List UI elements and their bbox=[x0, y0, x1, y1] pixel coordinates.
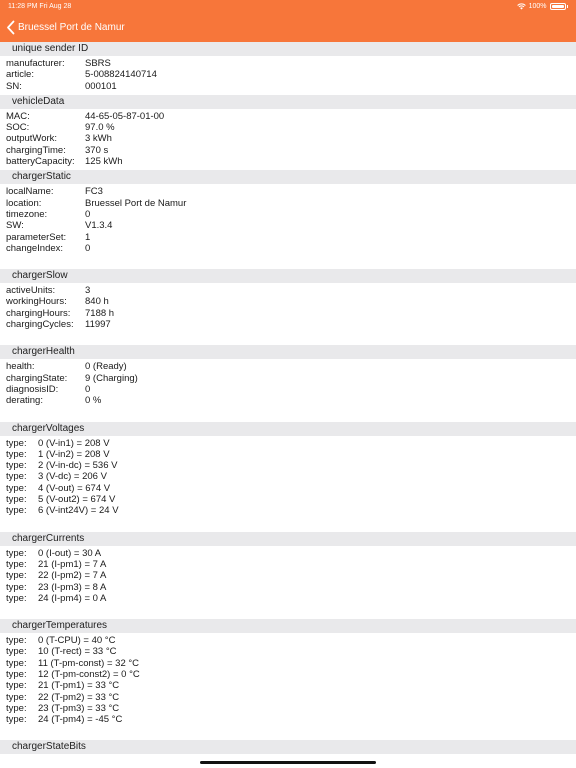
field-label: type: bbox=[6, 702, 27, 714]
section-header: chargerHealth bbox=[0, 345, 576, 359]
field-label: article: bbox=[6, 69, 34, 81]
field-value: 97.0 % bbox=[85, 122, 115, 134]
field-label: SW: bbox=[6, 220, 24, 232]
battery-icon bbox=[550, 3, 566, 10]
field-value: 10 (T-rect) = 33 °C bbox=[38, 646, 117, 658]
field-value: 9 (Charging) bbox=[85, 372, 138, 384]
field-label: health: bbox=[6, 361, 35, 373]
list-item bbox=[6, 122, 576, 133]
field-value: 44-65-05-87-01-00 bbox=[85, 110, 165, 122]
field-value: 125 kWh bbox=[85, 156, 123, 168]
section-body bbox=[0, 359, 576, 409]
list-item bbox=[6, 285, 576, 296]
field-value: 0 (T-CPU) = 40 °C bbox=[38, 635, 116, 647]
field-label: parameterSet: bbox=[6, 231, 67, 243]
field-label: batteryCapacity: bbox=[6, 156, 75, 168]
field-label: chargingState: bbox=[6, 372, 68, 384]
field-label: timezone: bbox=[6, 208, 48, 220]
details-list[interactable] bbox=[0, 42, 576, 754]
field-value: Bruessel Port de Namur bbox=[85, 197, 187, 209]
field-value: 1 bbox=[85, 231, 91, 243]
field-label: type: bbox=[6, 581, 27, 593]
section-spacer bbox=[0, 728, 576, 740]
field-value: 22 (T-pm2) = 33 °C bbox=[38, 691, 120, 703]
field-value: 840 h bbox=[85, 296, 109, 308]
field-value: 24 (I-pm4) = 0 A bbox=[38, 592, 107, 604]
list-item bbox=[6, 460, 576, 471]
list-item bbox=[6, 361, 576, 372]
field-value: 11 (T-pm-const) = 32 °C bbox=[38, 657, 140, 669]
battery-percent: 100% bbox=[528, 3, 547, 10]
status-indicators bbox=[517, 3, 568, 10]
section-body bbox=[0, 109, 576, 170]
list-item bbox=[6, 593, 576, 604]
field-label: type: bbox=[6, 505, 27, 517]
field-value: 5 (V-out2) = 674 V bbox=[38, 494, 116, 506]
field-value: 0 (I-out) = 30 A bbox=[38, 547, 102, 559]
list-item bbox=[6, 111, 576, 122]
back-label: Bruessel Port de Namur bbox=[18, 22, 125, 33]
field-value: 4 (V-out) = 674 V bbox=[38, 482, 111, 494]
section-spacer bbox=[0, 333, 576, 345]
section-header: chargerVoltages bbox=[0, 422, 576, 436]
list-item bbox=[6, 81, 576, 92]
field-label: type: bbox=[6, 460, 27, 472]
field-value: FC3 bbox=[85, 186, 103, 198]
field-label: type: bbox=[6, 668, 27, 680]
home-indicator bbox=[200, 761, 376, 764]
back-button[interactable] bbox=[6, 20, 125, 35]
section-header: chargerTemperatures bbox=[0, 619, 576, 633]
list-item bbox=[6, 243, 576, 254]
list-item bbox=[6, 582, 576, 593]
field-label: localName: bbox=[6, 186, 54, 198]
list-item bbox=[6, 133, 576, 144]
section-header: chargerStateBits bbox=[0, 740, 576, 754]
list-item bbox=[6, 703, 576, 714]
list-item bbox=[6, 483, 576, 494]
field-value: 2 (V-in-dc) = 536 V bbox=[38, 460, 118, 472]
field-value: 23 (T-pm3) = 33 °C bbox=[38, 702, 120, 714]
list-item bbox=[6, 692, 576, 703]
list-item bbox=[6, 384, 576, 395]
list-item bbox=[6, 186, 576, 197]
field-label: type: bbox=[6, 558, 27, 570]
list-item bbox=[6, 58, 576, 69]
list-item bbox=[6, 714, 576, 725]
list-item bbox=[6, 438, 576, 449]
field-value: 0 bbox=[85, 383, 91, 395]
field-label: type: bbox=[6, 448, 27, 460]
field-value: 0 bbox=[85, 208, 91, 220]
field-label: diagnosisID: bbox=[6, 383, 59, 395]
field-label: chargingHours: bbox=[6, 307, 71, 319]
field-label: workingHours: bbox=[6, 296, 67, 308]
status-bar bbox=[0, 0, 576, 14]
field-value: 22 (I-pm2) = 7 A bbox=[38, 570, 107, 582]
field-label: type: bbox=[6, 691, 27, 703]
field-value: 0 (V-in1) = 208 V bbox=[38, 437, 110, 449]
section-spacer bbox=[0, 410, 576, 422]
field-value: 3 (V-dc) = 206 V bbox=[38, 471, 107, 483]
list-item bbox=[6, 559, 576, 570]
list-item bbox=[6, 296, 576, 307]
field-label: manufacturer: bbox=[6, 58, 65, 69]
field-value: 11997 bbox=[85, 319, 111, 331]
list-item bbox=[6, 471, 576, 482]
field-value: 370 s bbox=[85, 144, 109, 156]
section-body bbox=[0, 633, 576, 728]
field-label: changeIndex: bbox=[6, 242, 64, 254]
list-item bbox=[6, 494, 576, 505]
field-label: type: bbox=[6, 657, 27, 669]
list-item bbox=[6, 658, 576, 669]
list-item bbox=[6, 635, 576, 646]
field-label: SOC: bbox=[6, 122, 30, 134]
field-label: type: bbox=[6, 570, 27, 582]
field-label: type: bbox=[6, 494, 27, 506]
list-item bbox=[6, 505, 576, 516]
field-label: MAC: bbox=[6, 110, 30, 122]
wifi-icon bbox=[517, 3, 526, 10]
field-label: chargingTime: bbox=[6, 144, 66, 156]
list-item bbox=[6, 373, 576, 384]
list-item bbox=[6, 69, 576, 80]
field-label: location: bbox=[6, 197, 42, 209]
section-spacer bbox=[0, 607, 576, 619]
list-item bbox=[6, 156, 576, 167]
field-label: SN: bbox=[6, 80, 22, 92]
field-label: outputWork: bbox=[6, 133, 58, 145]
field-value: 1 (V-in2) = 208 V bbox=[38, 448, 110, 460]
list-item bbox=[6, 548, 576, 559]
field-value: 21 (T-pm1) = 33 °C bbox=[38, 680, 120, 692]
section-spacer bbox=[0, 257, 576, 269]
section-header: chargerStatic bbox=[0, 170, 576, 184]
field-value: 0 (Ready) bbox=[85, 361, 127, 373]
navigation-bar bbox=[0, 14, 576, 42]
field-value: 6 (V-int24V) = 24 V bbox=[38, 505, 119, 517]
status-time: 11:28 PM Fri Aug 28 bbox=[8, 3, 72, 10]
section-header: chargerSlow bbox=[0, 269, 576, 283]
battery-tip-icon bbox=[567, 5, 569, 8]
section-body bbox=[0, 283, 576, 333]
section-body bbox=[0, 56, 576, 95]
field-label: chargingCycles: bbox=[6, 319, 74, 331]
field-value: 12 (T-pm-const2) = 0 °C bbox=[38, 668, 140, 680]
list-item bbox=[6, 308, 576, 319]
section-header: chargerCurrents bbox=[0, 532, 576, 546]
field-label: type: bbox=[6, 437, 27, 449]
field-value: 5-008824140714 bbox=[85, 69, 157, 81]
section-spacer bbox=[0, 520, 576, 532]
field-value: 21 (I-pm1) = 7 A bbox=[38, 558, 107, 570]
list-item bbox=[6, 198, 576, 209]
list-item bbox=[6, 319, 576, 330]
field-value: V1.3.4 bbox=[85, 220, 113, 232]
list-item bbox=[6, 209, 576, 220]
section-body bbox=[0, 546, 576, 607]
field-value: SBRS bbox=[85, 58, 111, 69]
list-item bbox=[6, 220, 576, 231]
field-label: type: bbox=[6, 592, 27, 604]
section-body bbox=[0, 436, 576, 520]
field-value: 23 (I-pm3) = 8 A bbox=[38, 581, 107, 593]
field-value: 0 bbox=[85, 242, 91, 254]
field-value: 24 (T-pm4) = -45 °C bbox=[38, 714, 123, 726]
list-item bbox=[6, 680, 576, 691]
list-item bbox=[6, 232, 576, 243]
list-item bbox=[6, 669, 576, 680]
section-header: unique sender ID bbox=[0, 42, 576, 56]
field-label: type: bbox=[6, 471, 27, 483]
list-item bbox=[6, 395, 576, 406]
section-header: vehicleData bbox=[0, 95, 576, 109]
chevron-left-icon bbox=[6, 20, 15, 35]
field-value: 3 kWh bbox=[85, 133, 112, 145]
field-label: type: bbox=[6, 635, 27, 647]
list-item bbox=[6, 570, 576, 581]
field-value: 7188 h bbox=[85, 307, 115, 319]
list-item bbox=[6, 646, 576, 657]
section-body bbox=[0, 184, 576, 257]
field-label: type: bbox=[6, 646, 27, 658]
list-item bbox=[6, 449, 576, 460]
field-label: activeUnits: bbox=[6, 285, 56, 297]
field-value: 000101 bbox=[85, 80, 117, 92]
field-label: type: bbox=[6, 547, 27, 559]
field-value: 0 % bbox=[85, 395, 102, 407]
field-label: type: bbox=[6, 714, 27, 726]
list-item bbox=[6, 145, 576, 156]
field-label: type: bbox=[6, 680, 27, 692]
field-value: 3 bbox=[85, 285, 91, 297]
field-label: derating: bbox=[6, 395, 43, 407]
field-label: type: bbox=[6, 482, 27, 494]
